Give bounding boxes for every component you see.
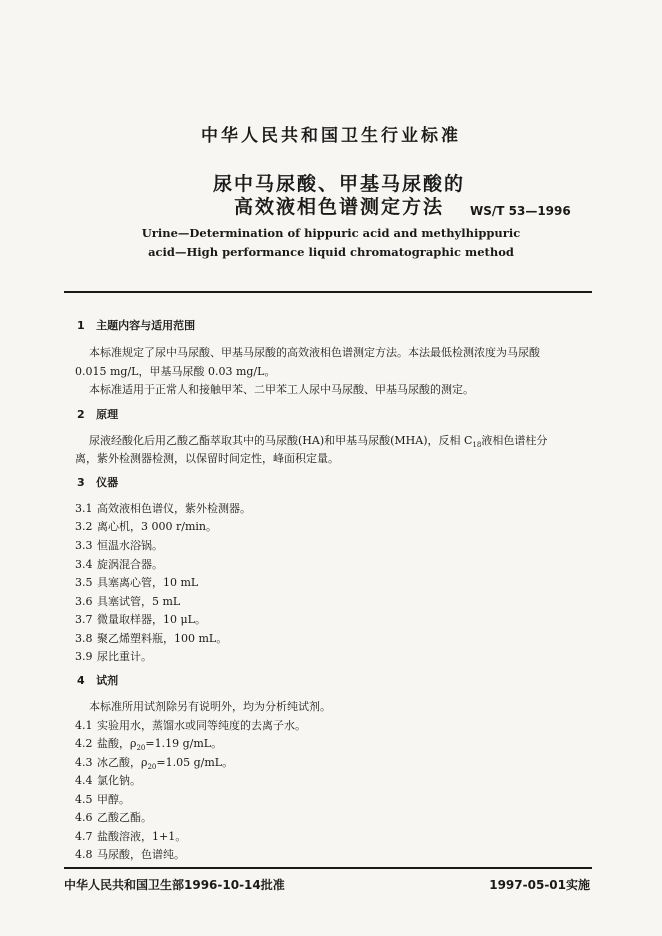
item-text-pre: 盐酸，ρ: [97, 737, 137, 750]
implementation-date: 1997-05-01实施: [489, 878, 590, 892]
section-2-number: 2: [77, 408, 85, 421]
item-number: 4.5: [75, 793, 93, 806]
list-item: [75, 846, 185, 862]
header-divider: [64, 291, 592, 293]
list-item: [75, 791, 130, 807]
english-title-line2: acid—High performance liquid chromatographic method: [148, 245, 514, 259]
approval-date: 中华人民共和国卫生部1996-10-14批准: [64, 878, 285, 892]
item-number: 4.8: [75, 848, 93, 861]
section-2-heading: [77, 406, 118, 422]
item-number: 3.8: [75, 632, 93, 645]
item-number: 4.6: [75, 811, 93, 824]
list-item: [75, 518, 217, 534]
section-4-intro: 本标准所用试剂除另有说明外，均为分析纯试剂。: [89, 700, 331, 713]
item-text: 恒温水浴锅。: [97, 539, 163, 552]
list-item: [75, 717, 306, 733]
item-text: 微量取样器，10 μL。: [97, 613, 206, 626]
rho-subscript: 20: [136, 744, 146, 753]
item-text: 盐酸溶液，1+1。: [97, 830, 187, 843]
item-text: 具塞试管，5 mL: [97, 595, 181, 608]
item-number: 4.7: [75, 830, 93, 843]
section-3-number: 3: [77, 476, 85, 489]
section-2-para-line1-end: 液相色谱柱分: [481, 434, 548, 447]
footer-divider: [64, 867, 592, 869]
list-item: [75, 648, 152, 664]
item-text: 乙酸乙酯。: [97, 811, 152, 824]
item-text-post: =1.19 g/mL。: [145, 737, 223, 750]
section-1-para1-line2: 0.015 mg/L，甲基马尿酸 0.03 mg/L。: [75, 365, 276, 378]
document-title-line2: 高效液相色谱测定方法: [233, 196, 444, 218]
item-number: 4.2: [75, 737, 93, 750]
section-3-heading: [77, 474, 118, 490]
document-title-line1: 尿中马尿酸、甲基马尿酸的: [212, 173, 465, 195]
item-number: 3.9: [75, 650, 93, 663]
item-text: 实验用水，蒸馏水或同等纯度的去离子水。: [97, 719, 306, 732]
section-2-para-line2: 离，紫外检测器检测，以保留时间定性，峰面积定量。: [75, 452, 339, 465]
section-4-number: 4: [77, 674, 85, 687]
section-4-title: 试剂: [96, 674, 119, 687]
section-2-para-line1-start: 尿液经酸化后用乙酸乙酯萃取其中的马尿酸(HA)和甲基马尿酸(MHA)，反相 C: [89, 434, 473, 447]
item-number: 3.6: [75, 595, 93, 608]
list-item: [75, 772, 141, 788]
item-text-pre: 冰乙酸，ρ: [97, 756, 148, 769]
item-text: 离心机，3 000 r/min。: [97, 520, 217, 533]
item-text: 聚乙烯塑料瓶，100 mL。: [97, 632, 228, 645]
list-item: [75, 611, 206, 627]
item-text: 甲醇。: [97, 793, 130, 806]
list-item: [75, 574, 198, 590]
item-number: 3.7: [75, 613, 93, 626]
english-title-line1: Urine—Determination of hippuric acid and methylhippuric: [141, 226, 521, 240]
list-item: [75, 500, 251, 516]
c18-subscript: 18: [472, 441, 482, 450]
item-number: 3.4: [75, 558, 93, 571]
item-number: 3.3: [75, 539, 93, 552]
item-number: 3.5: [75, 576, 93, 589]
section-3-title: 仪器: [96, 476, 119, 489]
rho-subscript: 20: [147, 763, 157, 772]
item-text: 旋涡混合器。: [97, 558, 163, 571]
list-item: [75, 754, 233, 771]
list-item: [75, 537, 163, 553]
section-2-para-line1: [89, 432, 547, 449]
section-2-title: 原理: [96, 408, 119, 421]
section-1-title: 主题内容与适用范围: [96, 319, 196, 332]
item-number: 4.4: [75, 774, 93, 787]
list-item: [75, 809, 152, 825]
section-1-para2: 本标准适用于正常人和接触甲苯、二甲苯工人尿中马尿酸、甲基马尿酸的测定。: [89, 383, 474, 396]
item-number: 4.1: [75, 719, 93, 732]
item-text-post: =1.05 g/mL。: [156, 756, 234, 769]
item-number: 3.1: [75, 502, 93, 515]
list-item: [75, 630, 227, 646]
section-4-heading: [77, 672, 118, 688]
list-item: [75, 556, 163, 572]
list-item: [75, 593, 180, 609]
list-item: [75, 828, 186, 844]
section-1-para1-line1: 本标准规定了尿中马尿酸、甲基马尿酸的高效液相色谱测定方法。本法最低检测浓度为马尿酸: [89, 346, 540, 359]
item-text: 马尿酸，色谱纯。: [97, 848, 185, 861]
section-1-heading: [77, 317, 195, 333]
item-text: 高效液相色谱仪，紫外检测器。: [97, 502, 251, 515]
item-text: 具塞离心管，10 mL: [97, 576, 199, 589]
item-number: 3.2: [75, 520, 93, 533]
item-number: 4.3: [75, 756, 93, 769]
section-1-number: 1: [77, 319, 85, 332]
list-item: [75, 735, 222, 752]
standard-number: WS/T 53—1996: [470, 204, 571, 218]
industry-standard-heading: 中华人民共和国卫生行业标准: [201, 126, 461, 146]
item-text: 氯化钠。: [97, 774, 141, 787]
item-text: 尿比重计。: [97, 650, 152, 663]
